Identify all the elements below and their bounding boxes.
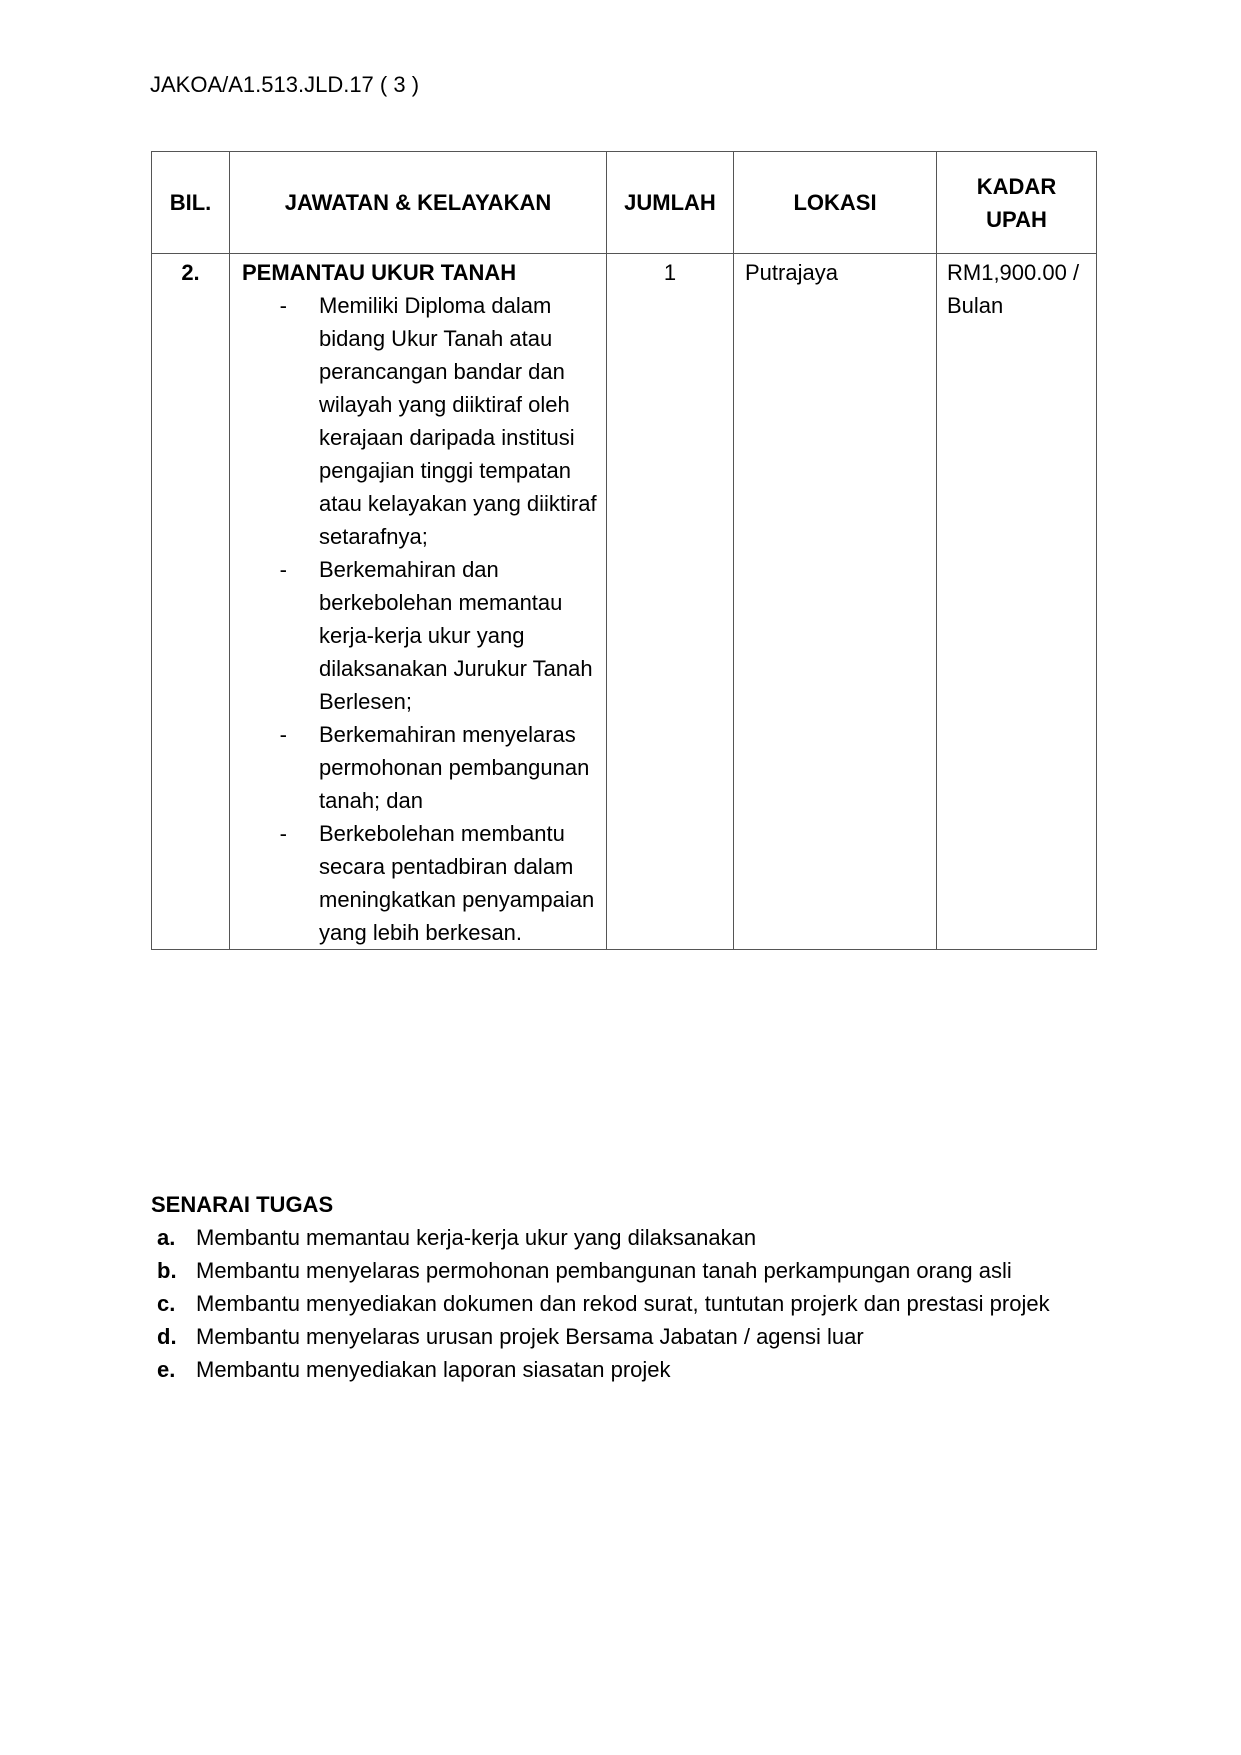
header-location: LOKASI xyxy=(734,152,937,254)
header-quantity: JUMLAH xyxy=(607,152,734,254)
task-text: Membantu menyediakan dokumen dan rekod surat, tuntutan projerk dan prestasi projek xyxy=(196,1291,1050,1316)
qualification-text: Berkemahiran dan berkebolehan memantau kerja-kerja ukur yang dilaksanakan Jurukur Tanah Berlesen; xyxy=(319,557,593,714)
task-item xyxy=(151,1287,1096,1320)
qualification-item xyxy=(242,718,598,817)
qualification-marker: - xyxy=(279,293,287,318)
document-reference: JAKOA/A1.513.JLD.17 ( 3 ) xyxy=(150,72,420,97)
task-letter: a. xyxy=(157,1225,176,1250)
task-list-section xyxy=(151,1188,1096,1386)
task-text: Membantu memantau kerja-kerja ukur yang dilaksanakan xyxy=(196,1225,757,1250)
qualification-item xyxy=(242,817,598,949)
task-item xyxy=(151,1320,1096,1353)
qualification-text: Memiliki Diploma dalam bidang Ukur Tanah atau perancangan bandar dan wilayah yang diiktiraf oleh kerajaan daripada institusi pengajian tinggi tempatan atau kelayakan yang diiktiraf setarafnya; xyxy=(319,293,597,549)
task-text: Membantu menyelaras urusan projek Bersama Jabatan / agensi luar xyxy=(196,1324,864,1349)
task-letter: e. xyxy=(157,1357,176,1382)
task-item xyxy=(151,1254,1096,1287)
task-letter: b. xyxy=(157,1258,177,1283)
qualification-marker: - xyxy=(279,821,287,846)
task-letter: c. xyxy=(157,1291,176,1316)
task-text: Membantu menyelaras permohonan pembangunan tanah perkampungan orang asli xyxy=(196,1258,1012,1283)
qualification-marker: - xyxy=(279,722,287,747)
qualification-item xyxy=(242,289,598,553)
task-list-title: SENARAI TUGAS xyxy=(151,1192,334,1217)
row-position xyxy=(230,254,607,950)
row-bil: 2. xyxy=(152,254,230,950)
qualification-text: Berkebolehan membantu secara pentadbiran dalam meningkatkan penyampaian yang lebih berkesan. xyxy=(319,821,595,945)
qualification-item xyxy=(242,553,598,718)
task-item xyxy=(151,1221,1096,1254)
row-quantity: 1 xyxy=(607,254,734,950)
row-location: Putrajaya xyxy=(734,254,937,950)
position-title: PEMANTAU UKUR TANAH xyxy=(242,260,517,285)
task-letter: d. xyxy=(157,1324,177,1349)
task-item xyxy=(151,1353,1096,1386)
header-wage: KADAR UPAH xyxy=(937,152,1097,254)
table-row xyxy=(152,254,1097,950)
qualification-marker: - xyxy=(279,557,287,582)
job-vacancy-table xyxy=(151,151,1097,950)
task-text: Membantu menyediakan laporan siasatan projek xyxy=(196,1357,671,1382)
row-wage: RM1,900.00 / Bulan xyxy=(937,254,1097,950)
table-header-row xyxy=(152,152,1097,254)
header-bil: BIL. xyxy=(152,152,230,254)
qualification-text: Berkemahiran menyelaras permohonan pembangunan tanah; dan xyxy=(319,722,590,813)
header-position: JAWATAN & KELAYAKAN xyxy=(230,152,607,254)
